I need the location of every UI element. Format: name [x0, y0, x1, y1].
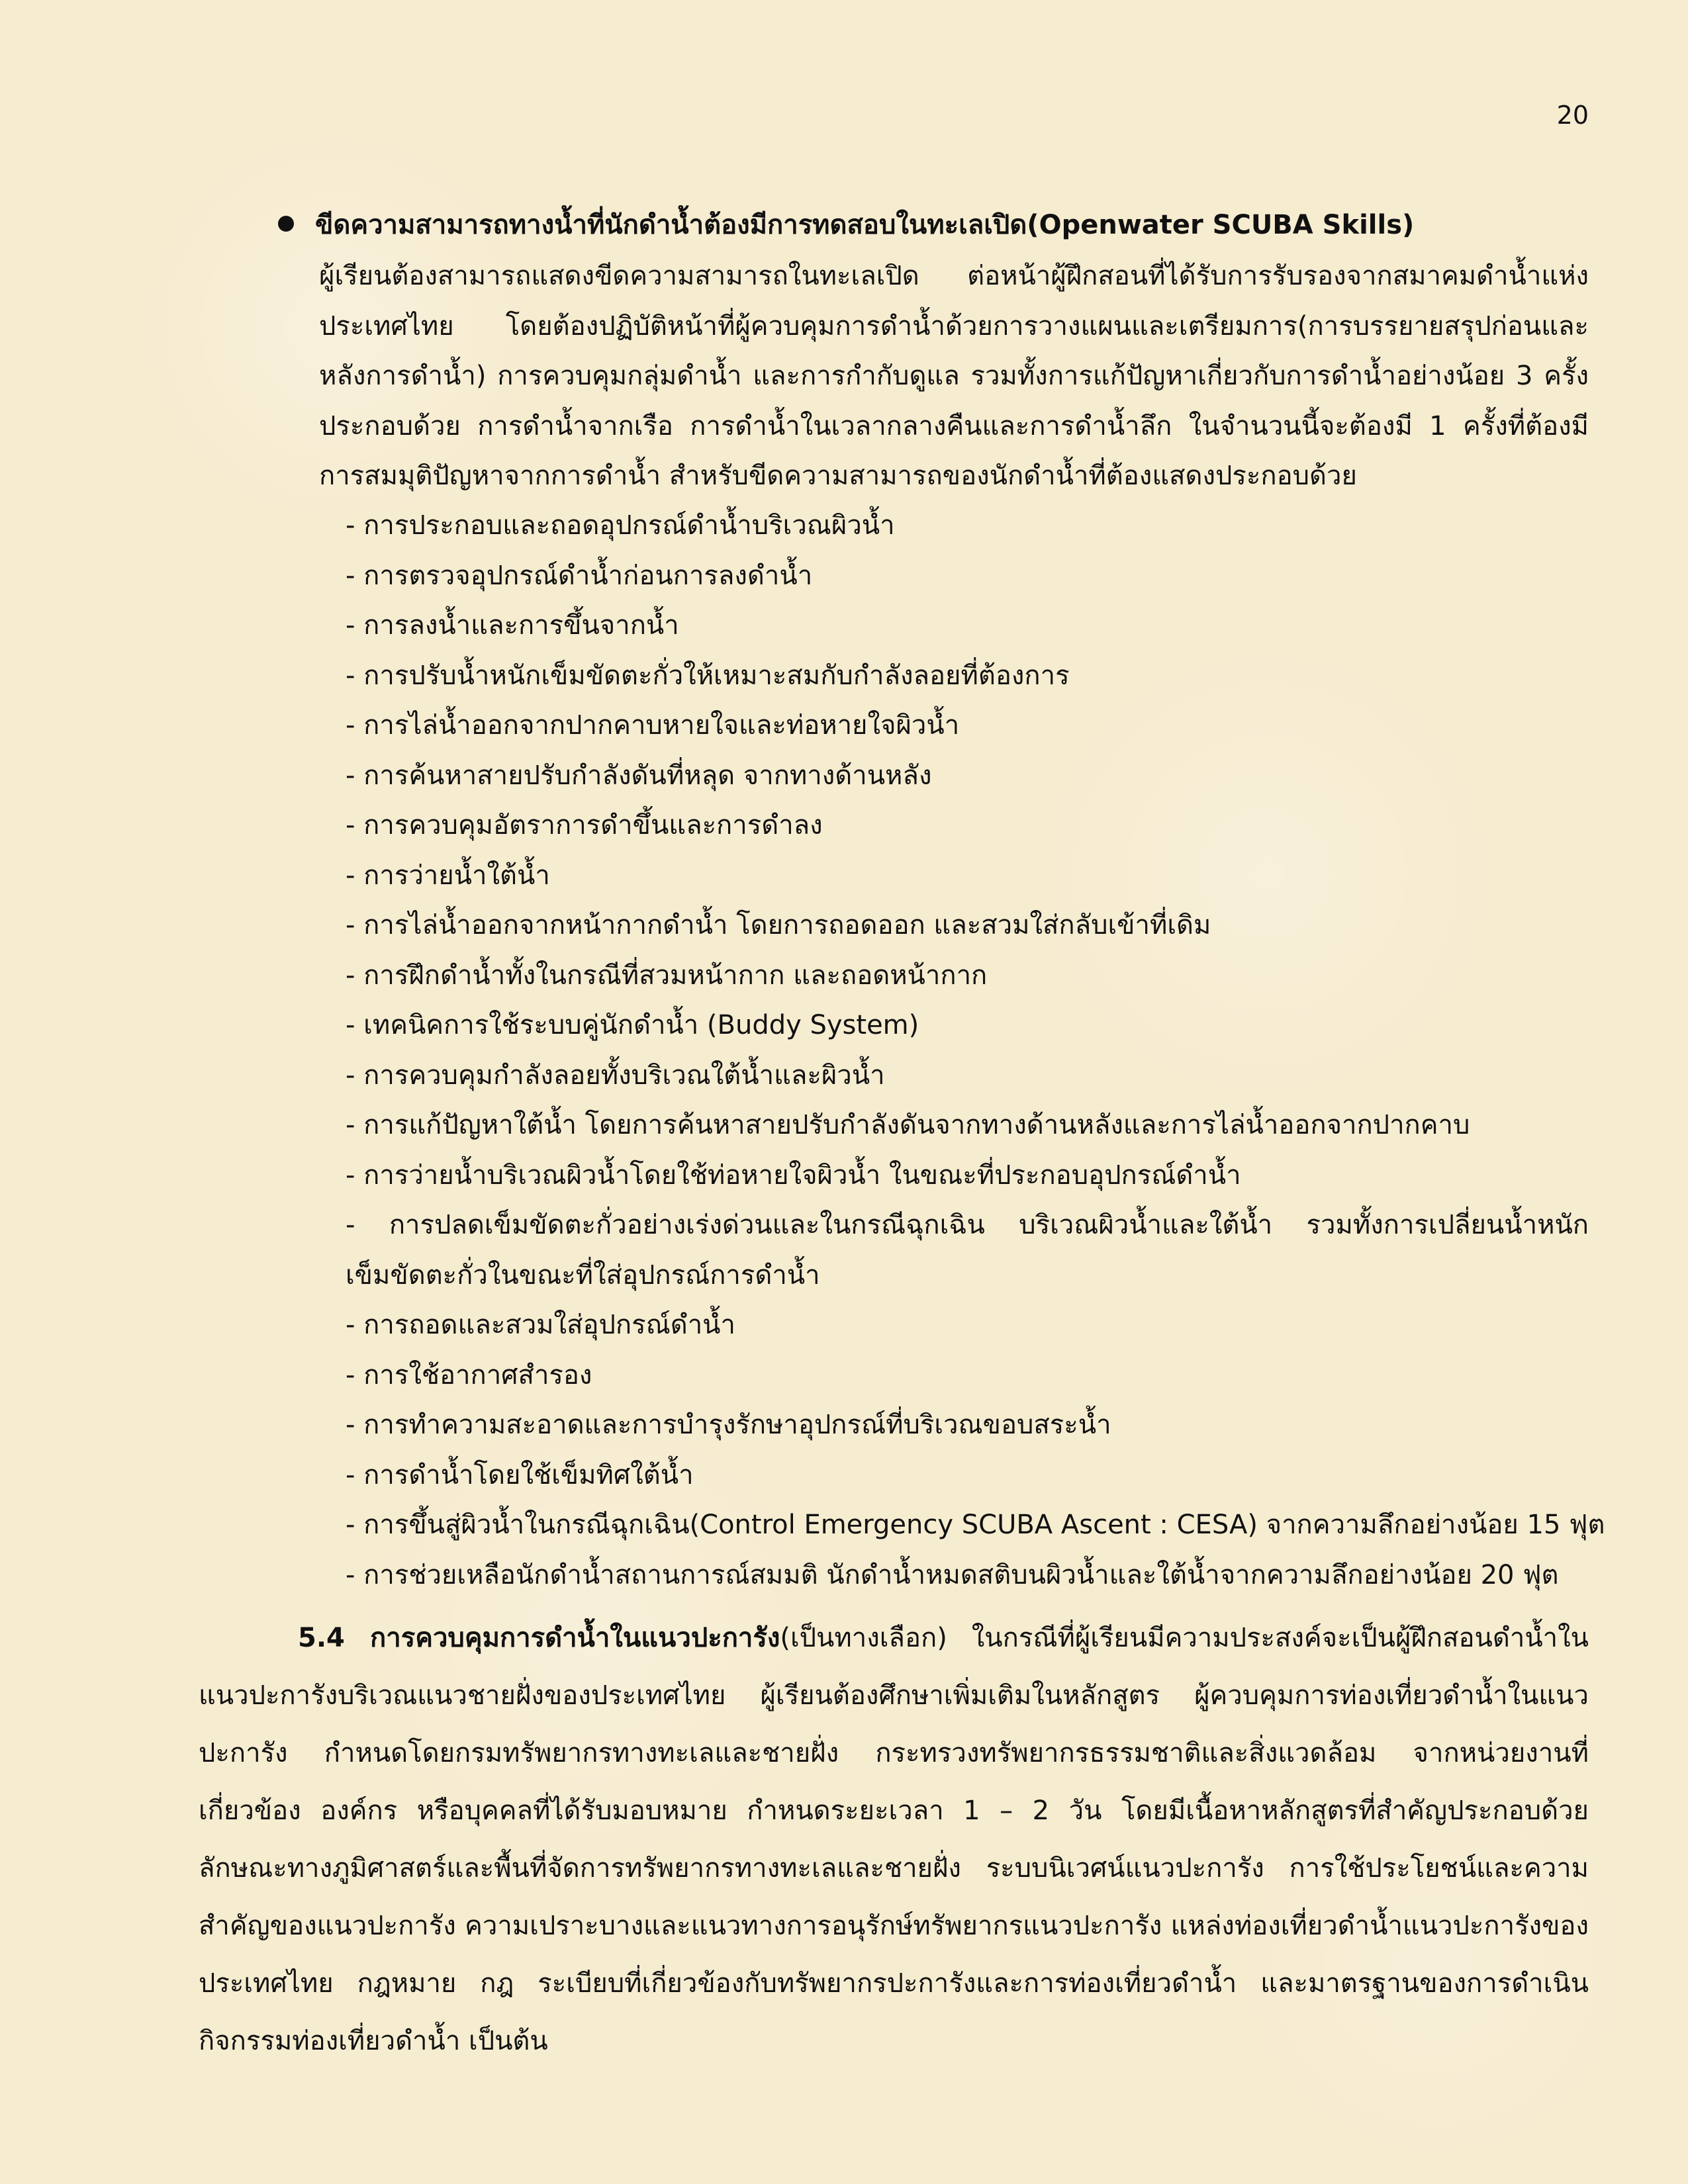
list-item: - เทคนิคการใช้ระบบคู่นักดำน้ำ (Buddy System): [346, 1010, 919, 1040]
list-item: - การช่วยเหลือนักดำน้ำสถานการณ์สมมติ นักดำน้ำหมดสติบนผิวน้ำและใต้น้ำจากความลึกอย่างน้อย 20 ฟุต: [346, 1559, 1559, 1590]
list-item: - การถอดและสวมใส่อุปกรณ์ดำน้ำ: [346, 1310, 735, 1340]
list-item: - การปรับน้ำหนักเข็มขัดตะกั่วให้เหมาะสมกับกำลังลอยที่ต้องการ: [346, 660, 1070, 691]
skills-heading: [278, 205, 1589, 245]
list-item: - การควบคุมอัตราการดำขึ้นและการดำลง: [346, 810, 823, 841]
skills-heading-text: ขีดความสามารถทางน้ำที่นักดำน้ำต้องมีการทดสอบในทะเลเปิด(Openwater SCUBA Skills): [315, 210, 1415, 240]
bullet-icon: [278, 216, 294, 232]
list-item: - การแก้ปัญหาใต้น้ำ โดยการค้นหาสายปรับกำลังดันจากทางด้านหลังและการไล่น้ำออกจากปากคาบ: [346, 1110, 1470, 1140]
list-item: - การขึ้นสู่ผิวน้ำในกรณีฉุกเฉิน(Control Emergency SCUBA Ascent : CESA) จากความลึกอย่างน้อย 15 ฟุต: [346, 1510, 1605, 1540]
list-item: - การไล่น้ำออกจากหน้ากากดำน้ำ โดยการถอดออก และสวมใส่กลับเข้าที่เดิม: [346, 910, 1211, 940]
list-item: - การว่ายน้ำบริเวณผิวน้ำโดยใช้ท่อหายใจผิวน้ำ ในขณะที่ประกอบอุปกรณ์ดำน้ำ: [346, 1160, 1241, 1191]
section-5-4-paragraph: [199, 1610, 1589, 2070]
list-item: - การทำความสะอาดและการบำรุงรักษาอุปกรณ์ที่บริเวณขอบสระน้ำ: [346, 1410, 1111, 1440]
list-item: - การไล่น้ำออกจากปากคาบหายใจและท่อหายใจผิวน้ำ: [346, 710, 960, 741]
page-number: 20: [1556, 101, 1589, 130]
list-item: - การควบคุมกำลังลอยทั้งบริเวณใต้น้ำและผิวน้ำ: [346, 1060, 885, 1091]
intro-paragraph: ผู้เรียนต้องสามารถแสดงขีดความสามารถในทะเลเปิด ต่อหน้าผู้ฝึกสอนที่ได้รับการรับรองจากสมาคมดำน้ำแห่งประเทศไทย โดยต้องปฏิบัติหน้าที่ผู้ควบคุมการดำน้ำด้วยการวางแผนและเตรียมการ(การบรรยายสรุปก่อนและหลังการดำน้ำ) การควบคุมกลุ่มดำน้ำ และการกำกับดูแล รวมทั้งการแก้ปัญหาเกี่ยวกับการดำน้ำอย่างน้อย 3 ครั้ง ประกอบด้วย การดำน้ำจากเรือ การดำน้ำในเวลากลางคืนและการดำน้ำลึก ในจำนวนนี้จะต้องมี 1 ครั้งที่ต้องมีการสมมุติปัญหาจากการดำน้ำ สำหรับขีดความสามารถของนักดำน้ำที่ต้องแสดงประกอบด้วย: [319, 261, 1589, 491]
section-body: (เป็นทางเลือก) ในกรณีที่ผู้เรียนมีความประสงค์จะเป็นผู้ฝึกสอนดำน้ำในแนวปะการังบริเวณแนวชายฝั่งของประเทศไทย ผู้เรียนต้องศึกษาเพิ่มเติมในหลักสูตร ผู้ควบคุมการท่องเที่ยวดำน้ำในแนวปะการัง กำหนดโดยกรมทรัพยากรทางทะเลและชายฝั่ง กระทรวงทรัพยากรธรรมชาติและสิ่งแวดล้อม จากหน่วยงานที่เกี่ยวข้อง องค์กร หรือบุคคลที่ได้รับมอบหมาย กำหนดระยะเวลา 1 – 2 วัน โดยมีเนื้อหาหลักสูตรที่สำคัญประกอบด้วย ลักษณะทางภูมิศาสตร์และพื้นที่จัดการทรัพยากรทางทะเลและชายฝั่ง ระบบนิเวศน์แนวปะการัง การใช้ประโยชน์และความสำคัญของแนวปะการัง ความเปราะบางและแนวทางการอนุรักษ์ทรัพยากรแนวปะการัง แหล่งท่องเที่ยวดำน้ำแนวปะการังของประเทศไทย กฎหมาย กฎ ระเบียบที่เกี่ยวข้องกับทรัพยากรปะการังและการท่องเที่ยวดำน้ำ และมาตรฐานของการดำเนินกิจกรรมท่องเที่ยวดำน้ำ เป็นต้น: [199, 1623, 1589, 2056]
list-item: - การว่ายน้ำใต้น้ำ: [346, 860, 550, 891]
skills-list: [346, 501, 1605, 1600]
list-item: - การฝึกดำน้ำทั้งในกรณีที่สวมหน้ากาก และถอดหน้ากาก: [346, 960, 988, 991]
list-item: - การลงน้ำและการขึ้นจากน้ำ: [346, 610, 679, 641]
list-item: - การตรวจอุปกรณ์ดำน้ำก่อนการลงดำน้ำ: [346, 560, 813, 591]
section-title: 5.4 การควบคุมการดำน้ำในแนวปะการัง: [298, 1623, 780, 1653]
list-item: - การดำน้ำโดยใช้เข็มทิศใต้น้ำ: [346, 1459, 694, 1490]
list-item: - การใช้อากาศสำรอง: [346, 1359, 592, 1390]
list-item: - การปลดเข็มขัดตะกั่วอย่างเร่งด่วนและในกรณีฉุกเฉิน บริเวณผิวน้ำและใต้น้ำ รวมทั้งการเปลี่ยนน้ำหนักเข็มขัดตะกั่วในขณะที่ใส่อุปกรณ์การดำน้ำ: [346, 1210, 1589, 1291]
list-item: - การประกอบและถอดอุปกรณ์ดำน้ำบริเวณผิวน้ำ: [346, 510, 895, 541]
list-item: - การค้นหาสายปรับกำลังดันที่หลุด จากทางด้านหลัง: [346, 760, 932, 791]
